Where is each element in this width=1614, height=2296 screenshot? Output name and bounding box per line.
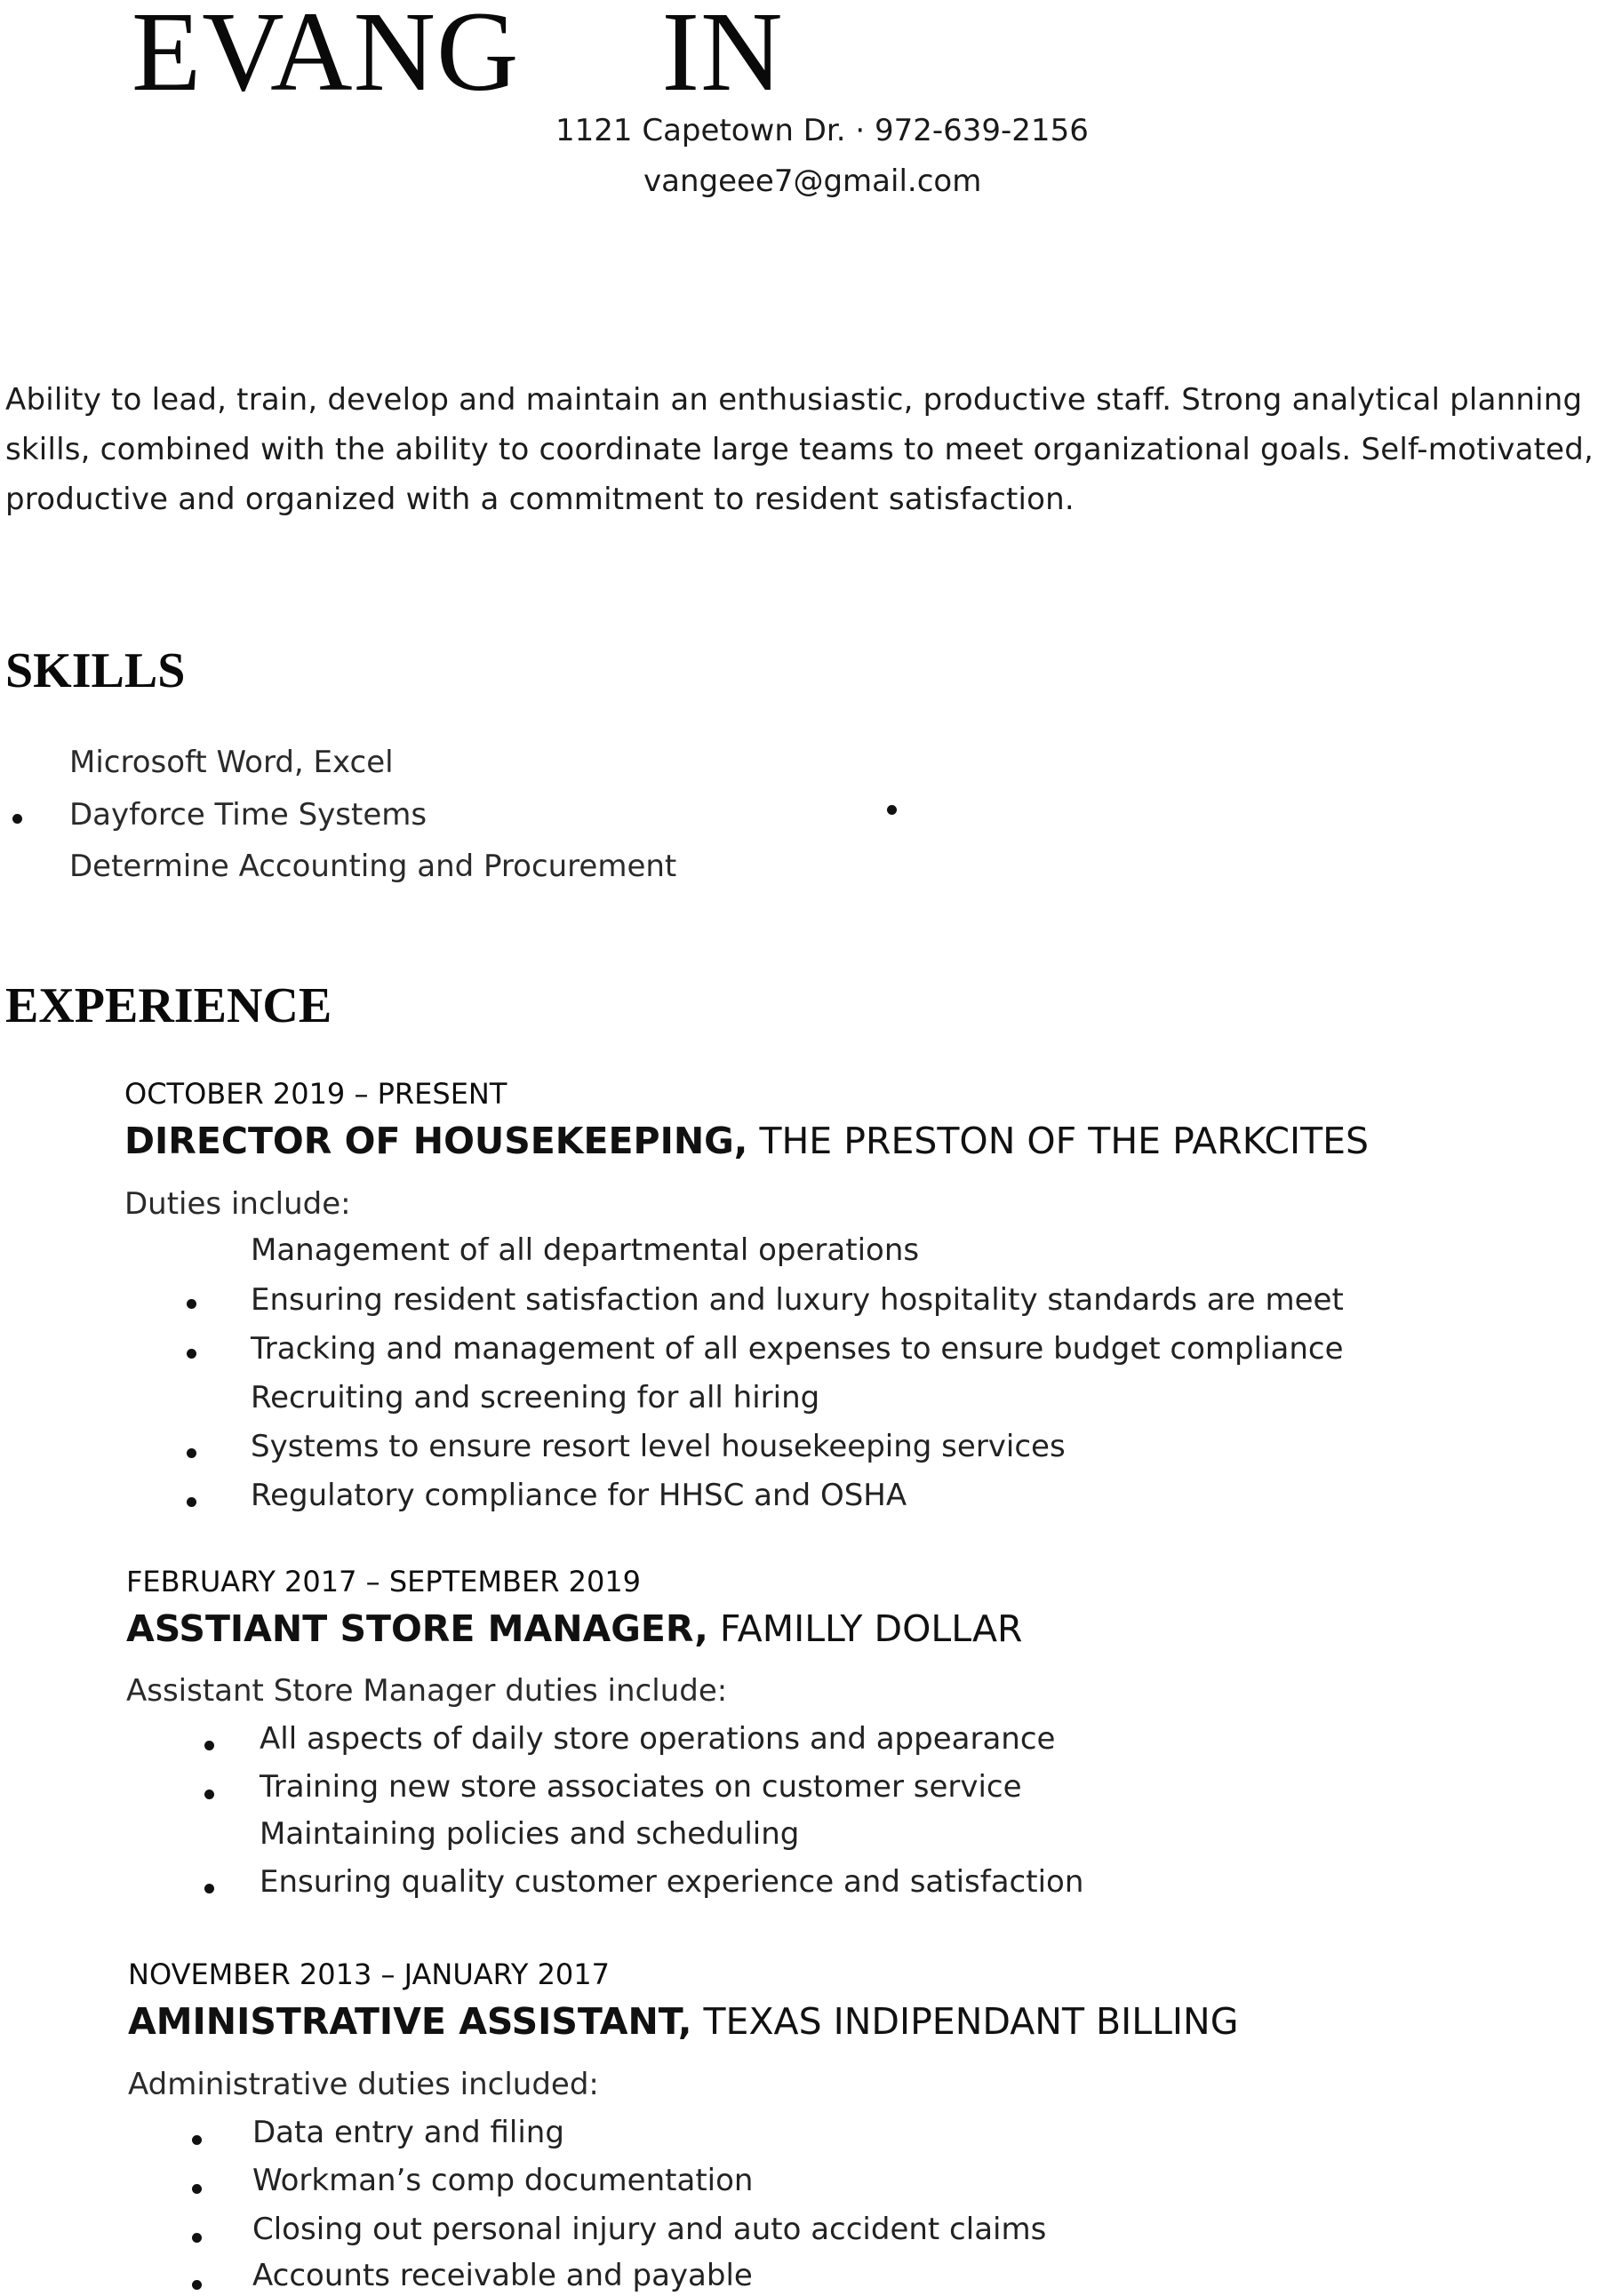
skill-item: Microsoft Word, Excel (69, 745, 394, 780)
bullet-icon (192, 2184, 202, 2194)
job-dates: NOVEMBER 2013 – JANUARY 2017 (128, 1957, 610, 1991)
bullet-icon (192, 2135, 202, 2145)
bullet-icon (204, 1790, 214, 1799)
name-first: EVANG (132, 0, 520, 115)
bullet-icon (192, 2233, 202, 2243)
job-employer: FAMILLY DOLLAR (719, 1607, 1023, 1650)
skill-item: Determine Accounting and Procurement (69, 849, 677, 884)
candidate-name (132, 0, 784, 115)
bullet-icon (12, 814, 22, 824)
duty-item: Closing out personal injury and auto accident claims (252, 2212, 1047, 2247)
duty-item: Tracking and management of all expenses to ensure budget compliance (251, 1331, 1344, 1367)
duty-item: Training new store associates on customer service (260, 1769, 1022, 1805)
job-role: AMINISTRATIVE ASSISTANT, (128, 2000, 692, 2043)
duty-item: Ensuring quality customer experience and satisfaction (260, 1864, 1084, 1900)
bullet-icon (187, 1349, 196, 1359)
job-dates: FEBRUARY 2017 – SEPTEMBER 2019 (126, 1565, 642, 1598)
summary-line: skills, combined with the ability to coordinate large teams to meet organizational goals. Self-motivated, (5, 432, 1594, 467)
summary-line: Ability to lead, train, develop and maintain an enthusiastic, productive staff. Strong analytical planning (5, 382, 1583, 418)
job-role: ASSTIANT STORE MANAGER, (126, 1607, 708, 1650)
skills-heading: SKILLS (5, 643, 186, 698)
duty-item: Management of all departmental operations (251, 1232, 920, 1268)
job-intro: Assistant Store Manager duties include: (126, 1673, 728, 1709)
duty-item: Maintaining policies and scheduling (260, 1816, 800, 1852)
summary-line: productive and organized with a commitment to resident satisfaction. (5, 482, 1075, 517)
duty-item: All aspects of daily store operations and appearance (260, 1721, 1056, 1757)
duty-item: Accounts receivable and payable (252, 2258, 753, 2293)
duty-item: Regulatory compliance for HHSC and OSHA (251, 1478, 907, 1513)
bullet-icon (204, 1884, 214, 1893)
duty-item: Data entry and filing (252, 2115, 564, 2150)
name-last: IN (661, 0, 784, 115)
job-title (128, 2000, 1238, 2043)
bullet-icon (187, 1299, 196, 1309)
bullet-icon (887, 805, 897, 815)
bullet-icon (187, 1497, 196, 1507)
job-intro: Duties include: (124, 1186, 351, 1222)
email: vangeee7@gmail.com (643, 163, 982, 199)
job-dates: OCTOBER 2019 – PRESENT (124, 1077, 507, 1111)
duty-item: Workman’s comp documentation (252, 2163, 754, 2198)
job-employer: THE PRESTON OF THE PARKCITES (759, 1120, 1370, 1162)
bullet-icon (187, 1448, 196, 1458)
job-employer: TEXAS INDIPENDANT BILLING (703, 2000, 1239, 2043)
job-role: DIRECTOR OF HOUSEKEEPING, (124, 1120, 748, 1162)
experience-heading: EXPERIENCE (5, 978, 332, 1033)
job-title (124, 1120, 1369, 1162)
skill-item: Dayforce Time Systems (69, 797, 427, 833)
address-phone: 1121 Capetown Dr. · 972-639-2156 (555, 113, 1089, 148)
bullet-icon (204, 1741, 214, 1750)
duty-item: Recruiting and screening for all hiring (251, 1380, 820, 1415)
job-title (126, 1607, 1023, 1650)
job-intro: Administrative duties included: (128, 2067, 599, 2102)
bullet-icon (192, 2280, 202, 2290)
duty-item: Systems to ensure resort level housekeeping services (251, 1429, 1066, 1464)
duty-item: Ensuring resident satisfaction and luxury hospitality standards are meet (251, 1282, 1344, 1318)
